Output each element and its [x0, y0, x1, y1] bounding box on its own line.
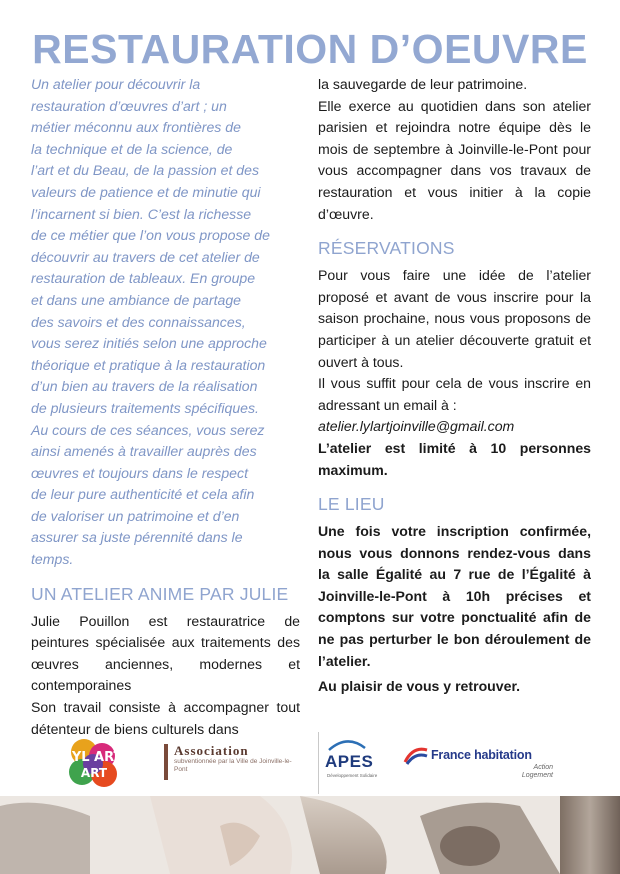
intro-line: Un atelier pour découvrir la — [31, 76, 201, 92]
apes-logo-subtitle: Développement Solidaire — [327, 773, 378, 778]
intro-line: assurer sa juste pérennité dans le — [31, 529, 243, 546]
intro-line: Au cours de ces séances, vous serez — [31, 421, 265, 438]
intro-paragraph — [31, 74, 300, 571]
intro-line: théorique et pratique à la restauration — [31, 356, 266, 373]
lieu-paragraph-1: Une fois votre inscription confirmée, nous vous donnons rendez-vous dans la salle Égalité au 7 rue de l’Égalité à Joinville-le-Pont à 10h précises et comptons sur votre ponctualité afin de ne pas perturber le bon déroulement de l’atelier. — [318, 523, 591, 669]
intro-line: métier méconnu aux frontières de — [31, 119, 241, 136]
julie-continuation: la sauvegarde de leur patrimoine. — [318, 76, 528, 92]
intro-line: découvrir au travers de cet atelier de — [31, 248, 260, 265]
intro-line: l’art et du Beau, de la passion et des — [31, 162, 259, 179]
intro-line: l’incarnent si bien. C’est la richesse — [31, 205, 252, 222]
contact-email-link[interactable]: atelier.lylartjoinville@gmail.com — [318, 418, 515, 435]
apes-logo — [318, 732, 384, 794]
lylart-logo-text: LYL ART — [65, 750, 123, 765]
intro-line: temps. — [31, 551, 74, 568]
left-column — [31, 74, 300, 740]
bottom-photo-graphic — [0, 796, 620, 874]
apes-logo-text: APES — [325, 752, 374, 771]
julie-paragraph-2: Son travail consiste à accompagner tout détenteur de biens culturels dans — [31, 699, 300, 737]
julie-paragraph-1: Julie Pouillon est restauratrice de peintures spécialisée aux traitements des œuvres anciennes, modernes et contemporaines — [31, 612, 300, 694]
intro-line: la technique et de la science, de — [31, 140, 233, 157]
intro-line: de valoriser un patrimoine et d’en — [31, 507, 240, 524]
intro-line: des savoirs et des connaissances, — [31, 313, 246, 330]
lylart-logo — [62, 734, 126, 794]
association-title: Association — [174, 743, 249, 758]
intro-line: vous serez initiés selon une approche — [31, 335, 267, 352]
svg-text:ART: ART — [80, 766, 108, 780]
julie-heading: UN ATELIER ANIME PAR JULIE — [31, 583, 289, 604]
reservations-heading: RÉSERVATIONS — [318, 238, 455, 259]
reservations-limit: L’atelier est limité à 10 personnes maximum. — [318, 439, 591, 478]
bottom-photo — [0, 796, 620, 874]
intro-line: ainsi amenés à travailler auprès des — [31, 443, 257, 460]
france-habitation-subtitle: Action Logement — [521, 764, 553, 779]
intro-line: de plusieurs traitements spécifiques. — [31, 399, 259, 416]
intro-line: d’un bien au travers de la réalisation — [31, 378, 258, 395]
sponsor-logos — [0, 732, 620, 796]
france-habitation-logo — [403, 742, 553, 786]
intro-line: valeurs de patience et de minutie qui — [31, 183, 261, 200]
intro-line: restauration d’œuvres d’art ; un — [31, 97, 227, 114]
reservations-paragraph-2: Il vous suffit pour cela de vous inscrire en adressant un email à : — [318, 375, 591, 413]
association-logo — [164, 744, 292, 780]
page-title: RESTAURATION D’OEUVRE — [32, 26, 588, 72]
reservations-paragraph-1: Pour vous faire une idée de l’atelier proposé et avant de vous inscrire pour la saison prochaine, nous vous proposons de participer à un atelier découverte gratuit et ouvert à tous. — [318, 267, 591, 370]
right-column — [318, 74, 591, 698]
intro-line: œuvres et toujours dans le respect — [31, 464, 248, 481]
intro-line: de ce métier que l’on vous propose de — [31, 227, 270, 244]
lieu-heading: LE LIEU — [318, 494, 385, 515]
julie-paragraph-3: Elle exerce au quotidien dans son atelier parisien et rejoindra notre équipe dès le mois de septembre à Joinville-le-Pont pour vous accompagner dans vos travaux de restauration et vous initier à la copie d’œuvre. — [318, 97, 591, 222]
intro-line: de leur pure authenticité et cela afin — [31, 486, 255, 503]
association-subtitle: subventionnée par la Ville de Joinville-le-Pont — [174, 758, 292, 773]
france-habitation-text: France habitation — [431, 748, 532, 762]
intro-line: restauration de tableaux. En groupe — [31, 270, 256, 287]
intro-line: et dans une ambiance de partage — [31, 291, 241, 308]
lieu-paragraph-2: Au plaisir de vous y retrouver. — [318, 678, 521, 695]
